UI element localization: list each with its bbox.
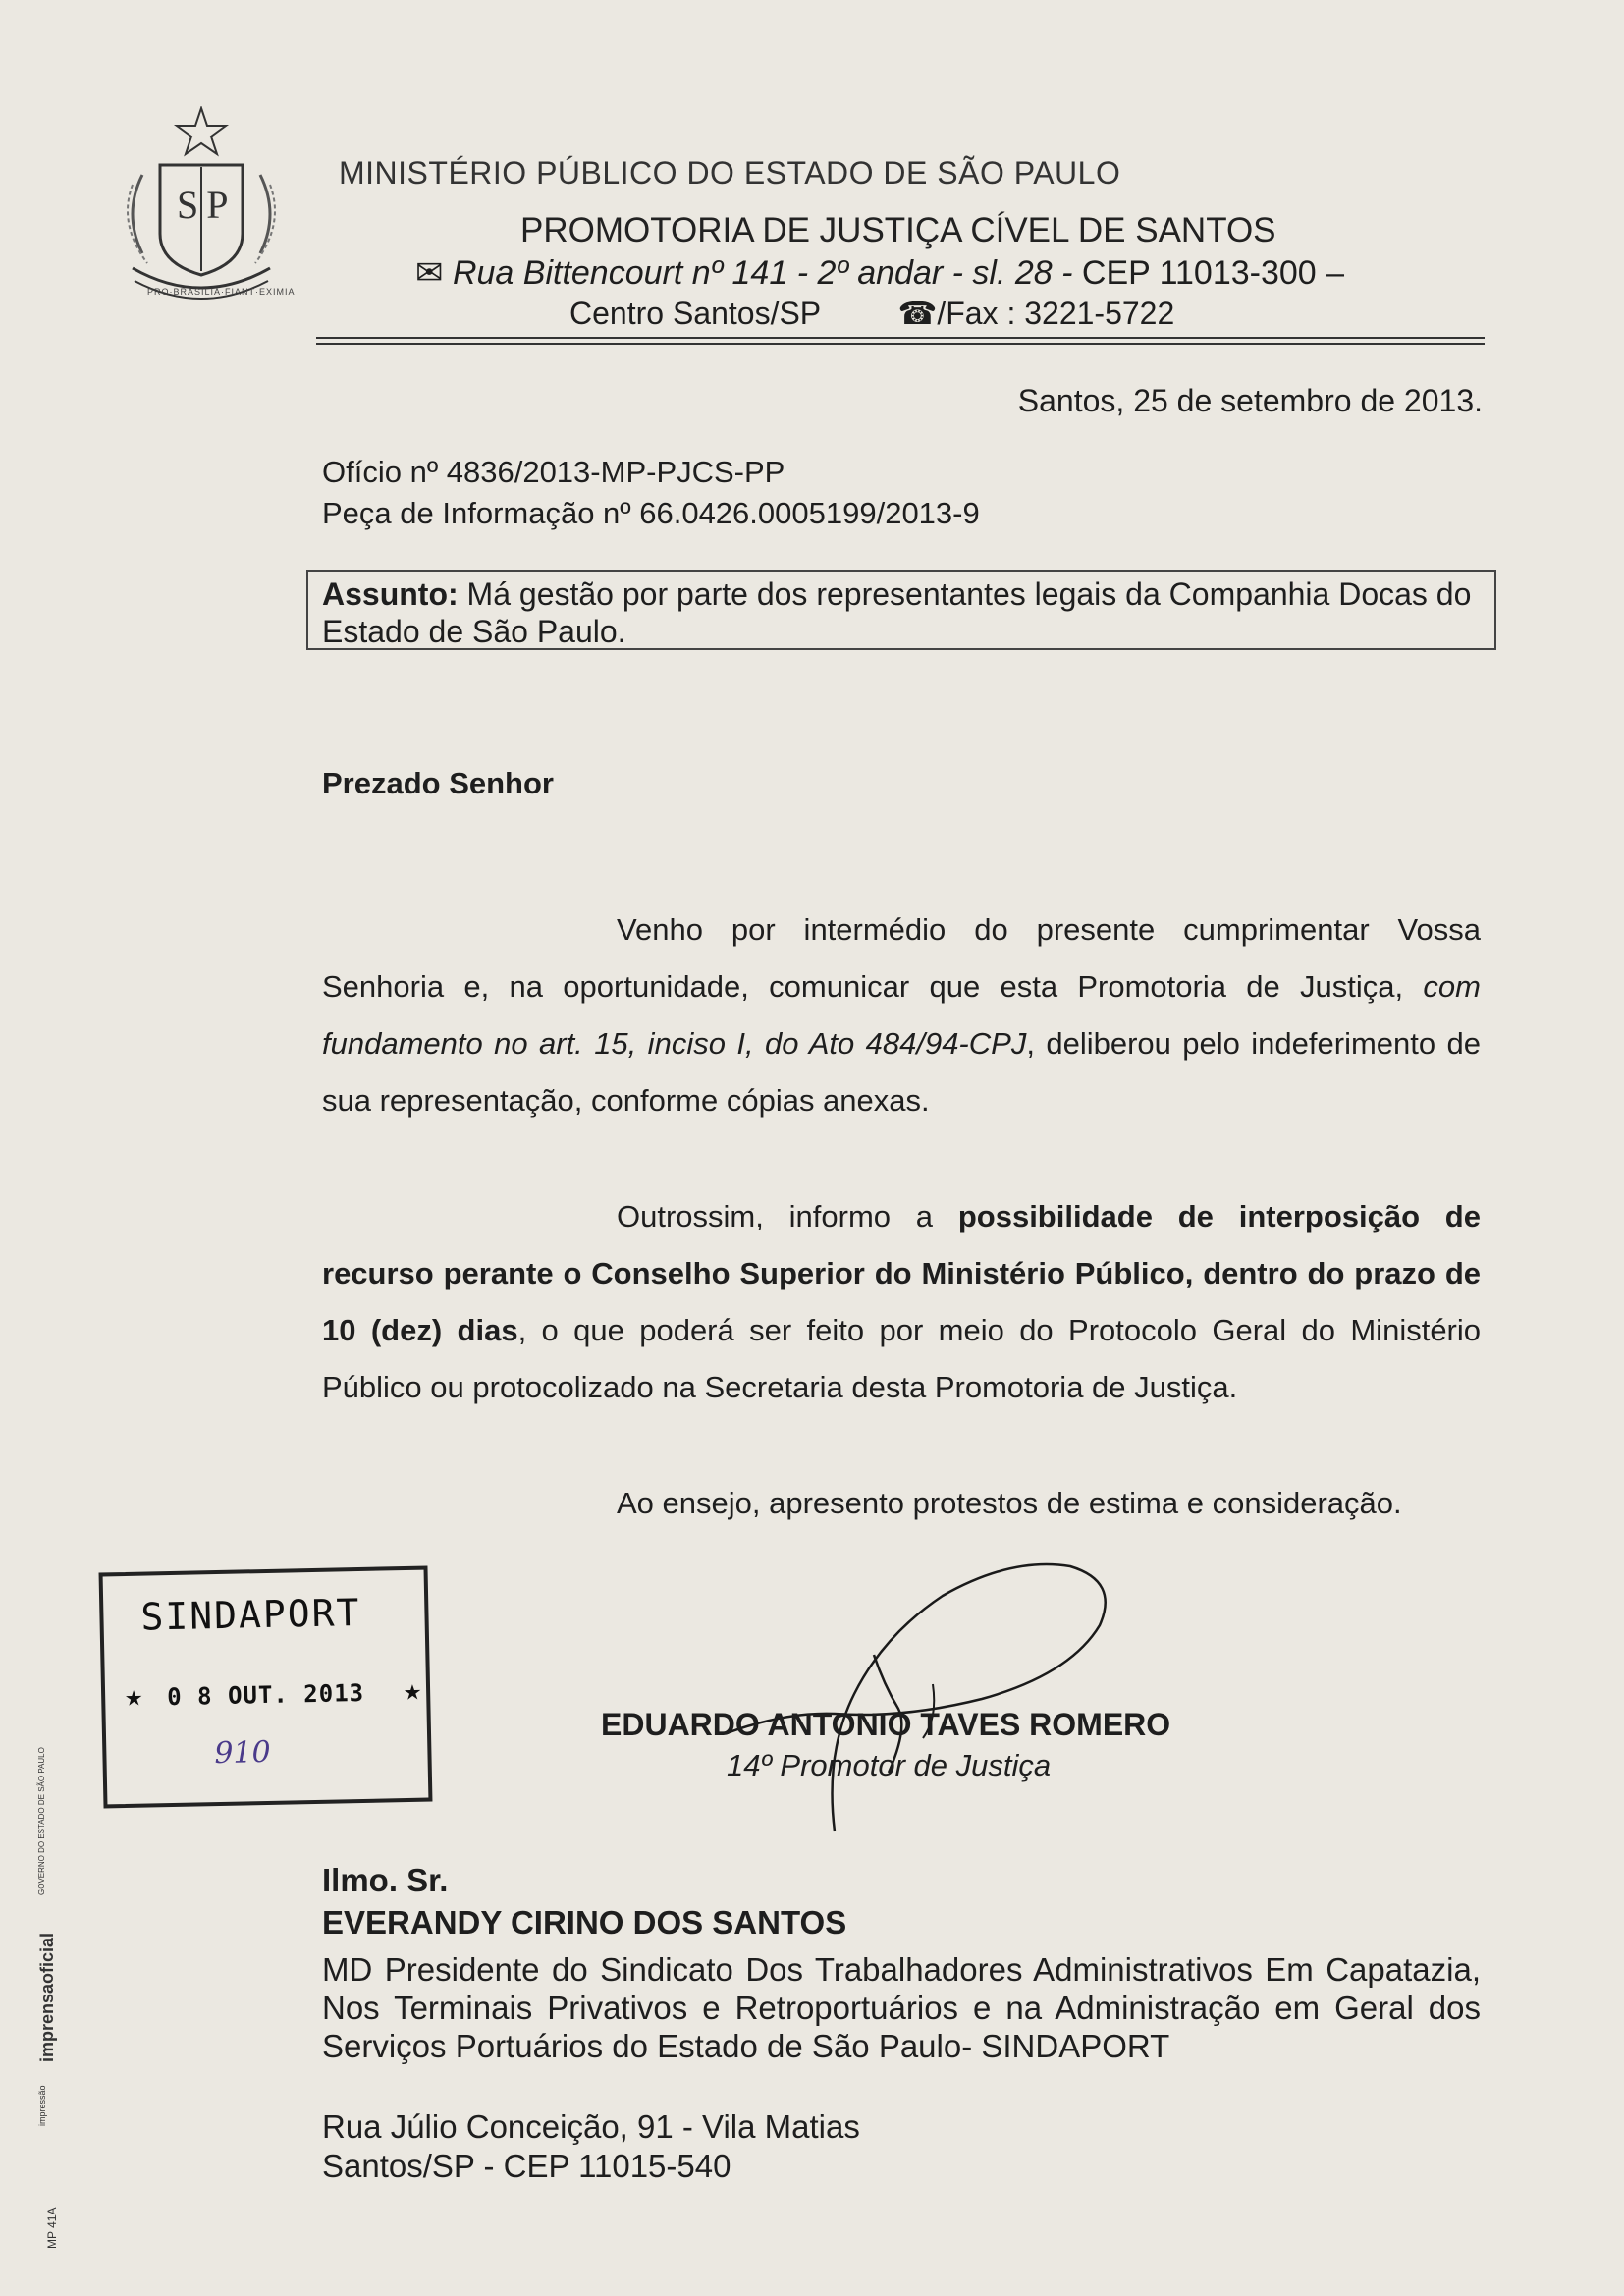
address-cep: CEP 11013-300 – xyxy=(1072,254,1345,292)
header-divider-second xyxy=(316,343,1485,345)
star-icon: ★ xyxy=(124,1678,144,1714)
addressee-title: MD Presidente do Sindicato Dos Trabalhadores Administrativos Em Capatazia, Nos Terminais Privativos e Retroportuários e na Administração em Geral dos Serviços Portuários do Estado de São Paulo- SINDAPORT xyxy=(322,1951,1481,2064)
para2-text-b: , o que poderá ser feito por meio do Protocolo Geral do Ministério Público ou protocolizado na Secretaria desta Promotoria de Justiça. xyxy=(322,1313,1482,1404)
address-street: Rua Bittencourt nº 141 - 2º andar - sl. 28 - xyxy=(452,254,1073,292)
stamp-date-row xyxy=(125,1673,423,1714)
oficio-number: Ofício nº 4836/2013-MP-PJCS-PP xyxy=(322,455,785,489)
stamp-date: 0 8 OUT. 2013 xyxy=(166,1678,365,1712)
side-gov: GOVERNO DO ESTADO DE SÃO PAULO xyxy=(37,1747,46,1895)
greeting: Prezado Senhor xyxy=(322,766,554,800)
subject-text: Má gestão por parte dos representantes legais da Companhia Docas do Estado de São Paulo. xyxy=(322,576,1472,649)
closing-text: Ao ensejo, apresento protestos de estima e consideração. xyxy=(617,1486,1402,1520)
office-address xyxy=(415,253,1344,293)
phone-icon: ☎ xyxy=(897,296,938,331)
addressee-city: Santos/SP - CEP 11015-540 xyxy=(322,2148,731,2184)
para1-text-legal: com fundamento no art. 15, inciso I, do Ato 484/94-CPJ xyxy=(322,969,1481,1061)
header-divider xyxy=(316,337,1485,339)
form-code: MP 41A xyxy=(45,2207,59,2249)
paragraph-1 xyxy=(322,902,1481,1129)
peca-number: Peça de Informação nº 66.0426.0005199/2013-9 xyxy=(322,496,980,530)
handwritten-signature xyxy=(687,1537,1129,1861)
stamp-handwritten-number: 910 xyxy=(214,1734,272,1772)
signer-role: 14º Promotor de Justiça xyxy=(727,1748,1052,1782)
paragraph-3 xyxy=(322,1475,1481,1532)
paragraph-2 xyxy=(322,1188,1481,1416)
subject-label: Assunto: xyxy=(322,576,459,612)
addressee-salutation: Ilmo. Sr. xyxy=(322,1862,449,1898)
crest-letters: SP xyxy=(177,183,237,227)
side-small: impressão xyxy=(37,2085,47,2126)
star-icon: ★ xyxy=(403,1672,423,1709)
side-brand: imprensaoficial xyxy=(37,1932,57,2062)
office-name: PROMOTORIA DE JUSTIÇA CÍVEL DE SANTOS xyxy=(520,211,1276,249)
stamp-title: SINDAPORT xyxy=(140,1590,361,1639)
para2-text-a: Outrossim, informo a xyxy=(617,1199,958,1233)
para1-text-b: , deliberou pelo indeferimento de sua representação, conforme cópias anexas. xyxy=(322,1026,1481,1118)
signer-name: EDUARDO ANTONIO TAVES ROMERO xyxy=(601,1707,1171,1742)
printer-side-label xyxy=(29,1728,65,2151)
ministry-name: MINISTÉRIO PÚBLICO DO ESTADO DE SÃO PAULO xyxy=(339,155,1121,191)
para1-text-a: Venho por intermédio do presente cumprimentar Vossa Senhoria e, na oportunidade, comunicar que esta Promotoria de Justiça, xyxy=(322,912,1481,1004)
crest-motto: PRO·BRASILIA·FIANT·EXIMIA xyxy=(147,287,296,297)
envelope-icon: ✉ xyxy=(415,254,444,292)
subject-box xyxy=(306,570,1496,650)
phone-fax: /Fax : 3221-5722 xyxy=(937,296,1175,331)
receipt-stamp xyxy=(99,1566,433,1809)
addressee-street: Rua Júlio Conceição, 91 - Vila Matias xyxy=(322,2108,860,2145)
addressee-name: EVERANDY CIRINO DOS SANTOS xyxy=(322,1904,847,1941)
letter-date: Santos, 25 de setembro de 2013. xyxy=(1017,383,1483,418)
office-contact xyxy=(569,295,1174,332)
para2-text-bold: possibilidade de interposição de recurso perante o Conselho Superior do Ministério Público, dentro do prazo de 10 (dez) dias xyxy=(322,1199,1481,1347)
address-city: Centro Santos/SP xyxy=(569,296,821,331)
